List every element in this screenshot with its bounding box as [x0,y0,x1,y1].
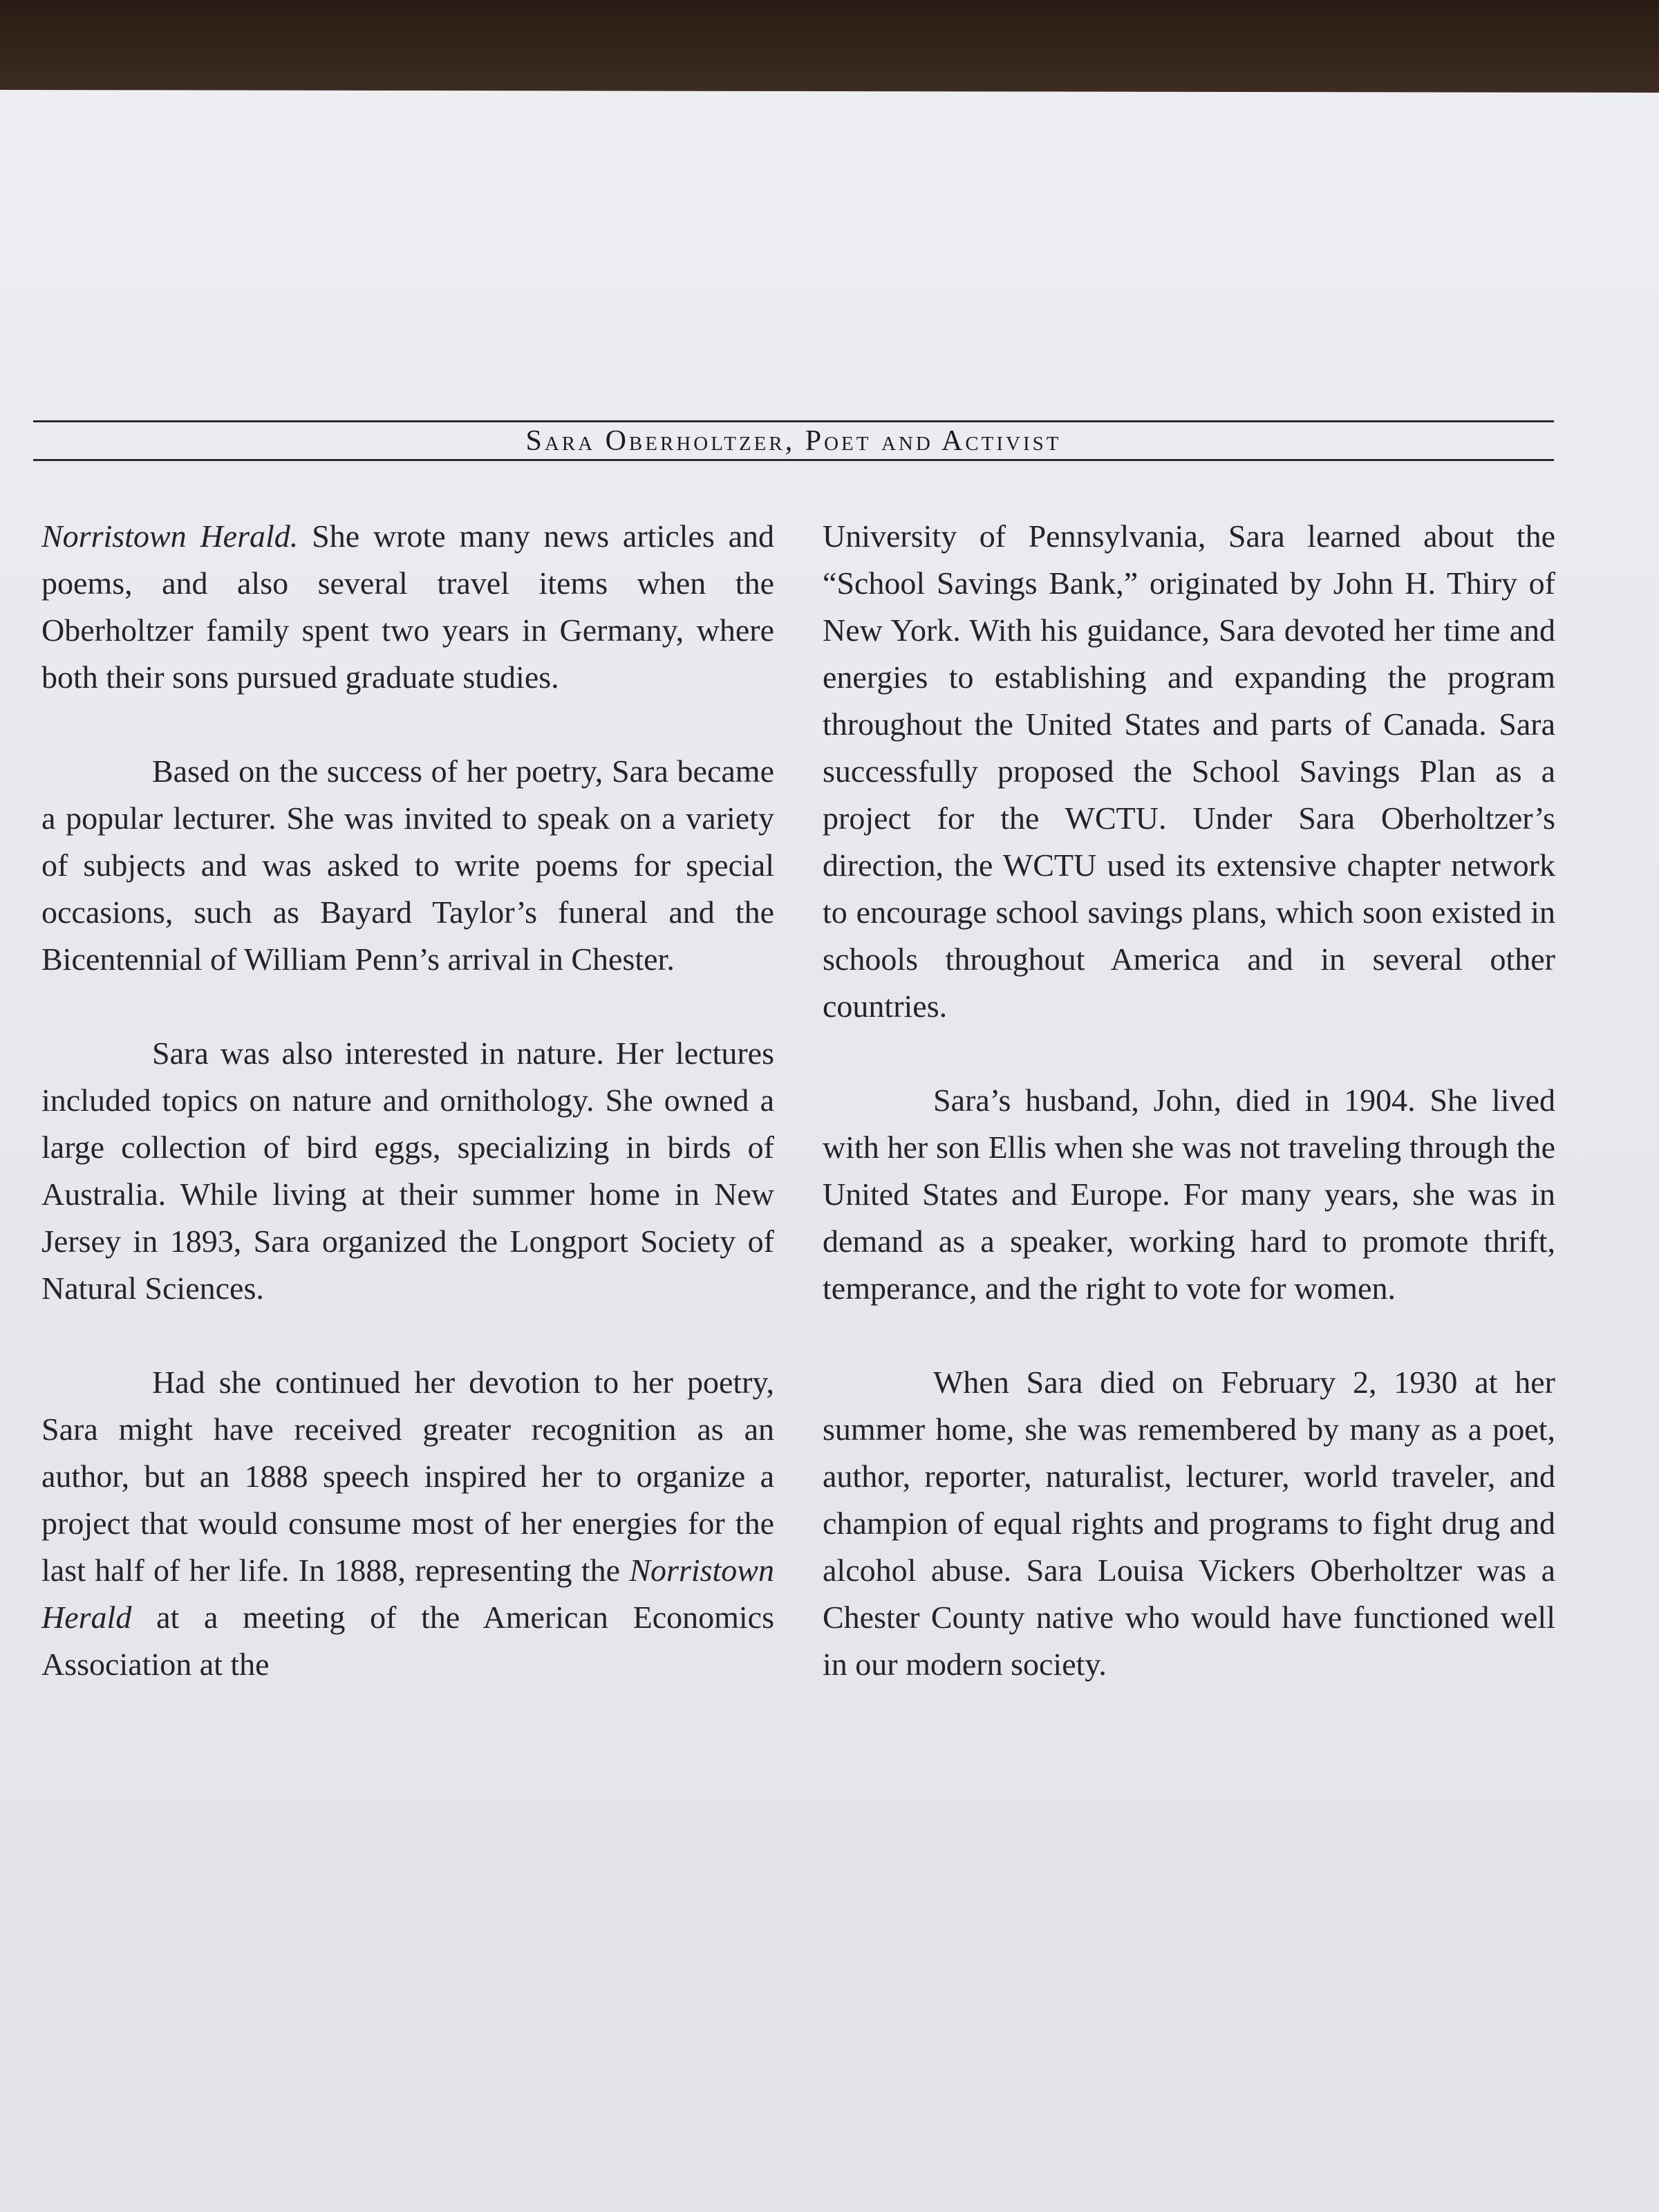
header-rule-bottom [33,459,1554,461]
left-column [41,513,774,1735]
left-paragraph-1 [41,513,774,701]
left-paragraph-2: Based on the success of her poetry, Sara became a popular lecturer. She was invited to speak on a variety of subjects and was asked to write poems for special occasions, such as Bayard Taylor’s funeral and the Bicentennial of William Penn’s arrival in Chester. [41,753,774,977]
publication-name: Norristown Herald [41,1553,774,1635]
publication-name: Norristown Herald. [41,518,299,554]
left-paragraph-3: Sara was also interested in nature. Her lectures included topics on nature and ornithology. She owned a large collection of bird eggs, specializing in birds of Australia. While living at their summer home in New Jersey in 1893, Sara organized the Longport Society of Natural Sciences. [41,1035,774,1306]
header-rule-top [33,420,1554,422]
running-head-title: Sara Oberholtzer, Poet and Activist [525,425,1062,457]
right-paragraph-2: Sara’s husband, John, died in 1904. She lived with her son Ellis when she was not traveling through the United States and Europe. For many years, she was in demand as a speaker, working hard to promote thrift, temperance, and the right to vote for women. [823,1082,1555,1306]
right-paragraph-1: University of Pennsylvania, Sara learned about the “School Savings Bank,” originated by John H. Thiry of New York. With his guidance, Sara devoted her time and energies to establishing and expanding the program throughout the United States and parts of Canada. Sara successfully proposed the School Savings Plan as a project for the WCTU. Under Sara Oberholtzer’s direction, the WCTU used its extensive chapter network to encourage school savings plans, which soon existed in schools throughout America and in several other countries. [823,518,1555,1024]
left-paragraph-4-text-b: at a meeting of the American Economics Association at the [41,1600,774,1682]
right-paragraph-3: When Sara died on February 2, 1930 at her summer home, she was remembered by many as a poet, author, reporter, naturalist, lecturer, world traveler, and champion of equal rights and programs to fight drug and alcohol abuse. Sara Louisa Vickers Oberholtzer was a Chester County native who would have functioned well in our modern society. [823,1365,1555,1682]
right-column [823,513,1555,1735]
left-paragraph-4 [41,1359,774,1688]
left-paragraph-1-text: She wrote many news articles and poems, and also several travel items when the Oberholtzer family spent two years in Germany, where both their sons pursued graduate studies. [41,518,774,695]
left-paragraph-4-text-a: Had she continued her devotion to her poetry, Sara might have received greater recognition as an author, but an 1888 speech inspired her to organize a project that would consume most of her energies for the last half of her life. In 1888, representing the [41,1365,774,1588]
